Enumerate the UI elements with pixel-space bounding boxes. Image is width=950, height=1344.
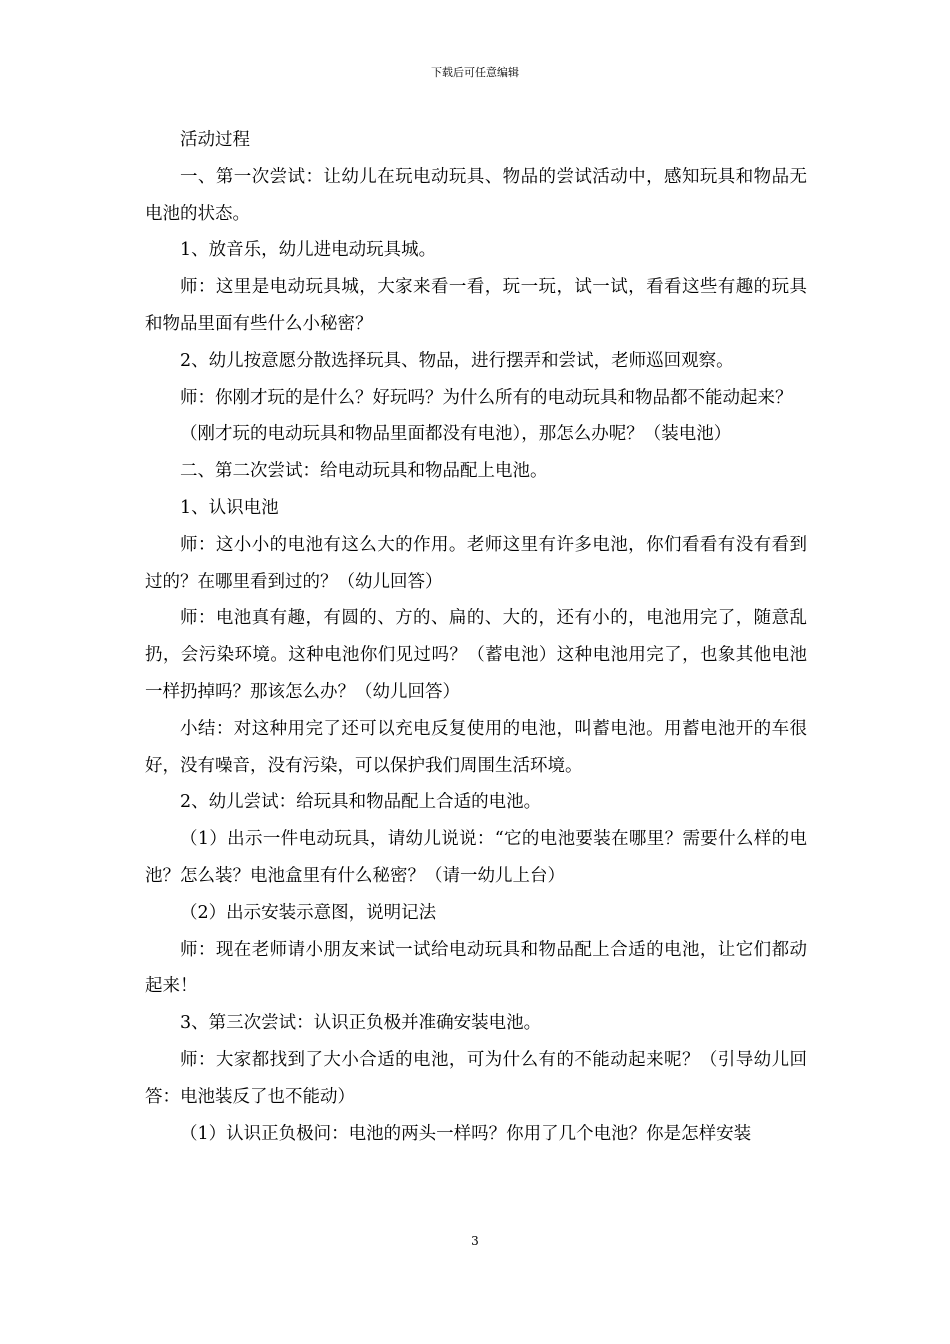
paragraph: （刚才玩的电动玩具和物品里面都没有电池），那怎么办呢？（装电池）	[180, 424, 732, 445]
paragraph: 二、第二次尝试：给电动玩具和物品配上电池。	[180, 461, 548, 482]
paragraph: （2）出示安装示意图，说明记法	[180, 902, 437, 923]
page-header: 下载后可任意编辑	[431, 66, 519, 79]
section-heading: 活动过程	[180, 130, 250, 150]
paragraph: 师：大家都找到了大小合适的电池，可为什么有的不能动起来呢？（引导幼儿回答：电池装反了也不能动）	[145, 1049, 807, 1107]
page-number: 3	[471, 1234, 479, 1248]
paragraph: 小结：对这种用完了还可以充电反复使用的电池，叫蓄电池。用蓄电池开的车很好，没有噪音，没有污染，可以保护我们周围生活环境。	[145, 718, 807, 776]
paragraph: 1、放音乐，幼儿进电动玩具城。	[180, 240, 437, 261]
paragraph: 师：现在老师请小朋友来试一试给电动玩具和物品配上合适的电池，让它们都动起来！	[145, 939, 807, 997]
paragraph: （1）认识正负极问：电池的两头一样吗？你用了几个电池？你是怎样安装	[180, 1123, 752, 1144]
paragraph: 2、幼儿按意愿分散选择玩具、物品，进行摆弄和尝试，老师巡回观察。	[180, 350, 734, 371]
paragraph: （1）出示一件电动玩具，请幼儿说说：“它的电池要装在哪里？需要什么样的电池？怎么装？电池盒里有什么秘密？（请一幼儿上台）	[145, 829, 807, 886]
paragraph: 3、第三次尝试：认识正负极并准确安装电池。	[180, 1013, 542, 1034]
paragraph: 2、幼儿尝试：给玩具和物品配上合适的电池。	[180, 792, 542, 813]
paragraph: 一、第一次尝试：让幼儿在玩电动玩具、物品的尝试活动中，感知玩具和物品无电池的状态。	[145, 166, 807, 224]
paragraph: 师：这小小的电池有这么大的作用。老师这里有许多电池，你们看看有没有看到过的？在哪里看到过的？（幼儿回答）	[145, 534, 807, 592]
paragraph: 师：你刚才玩的是什么？好玩吗？为什么所有的电动玩具和物品都不能动起来？	[180, 387, 793, 408]
paragraph: 师：电池真有趣，有圆的、方的、扁的、大的，还有小的，电池用完了，随意乱扔，会污染环境。这种电池你们见过吗？（蓄电池）这种电池用完了，也象其他电池一样扔掉吗？那该怎么办？（幼儿回答）	[145, 608, 807, 702]
paragraph: 1、认识电池	[180, 497, 279, 518]
document-body	[145, 122, 807, 1152]
paragraph: 师：这里是电动玩具城，大家来看一看，玩一玩，试一试，看看这些有趣的玩具和物品里面有些什么小秘密？	[145, 277, 807, 334]
